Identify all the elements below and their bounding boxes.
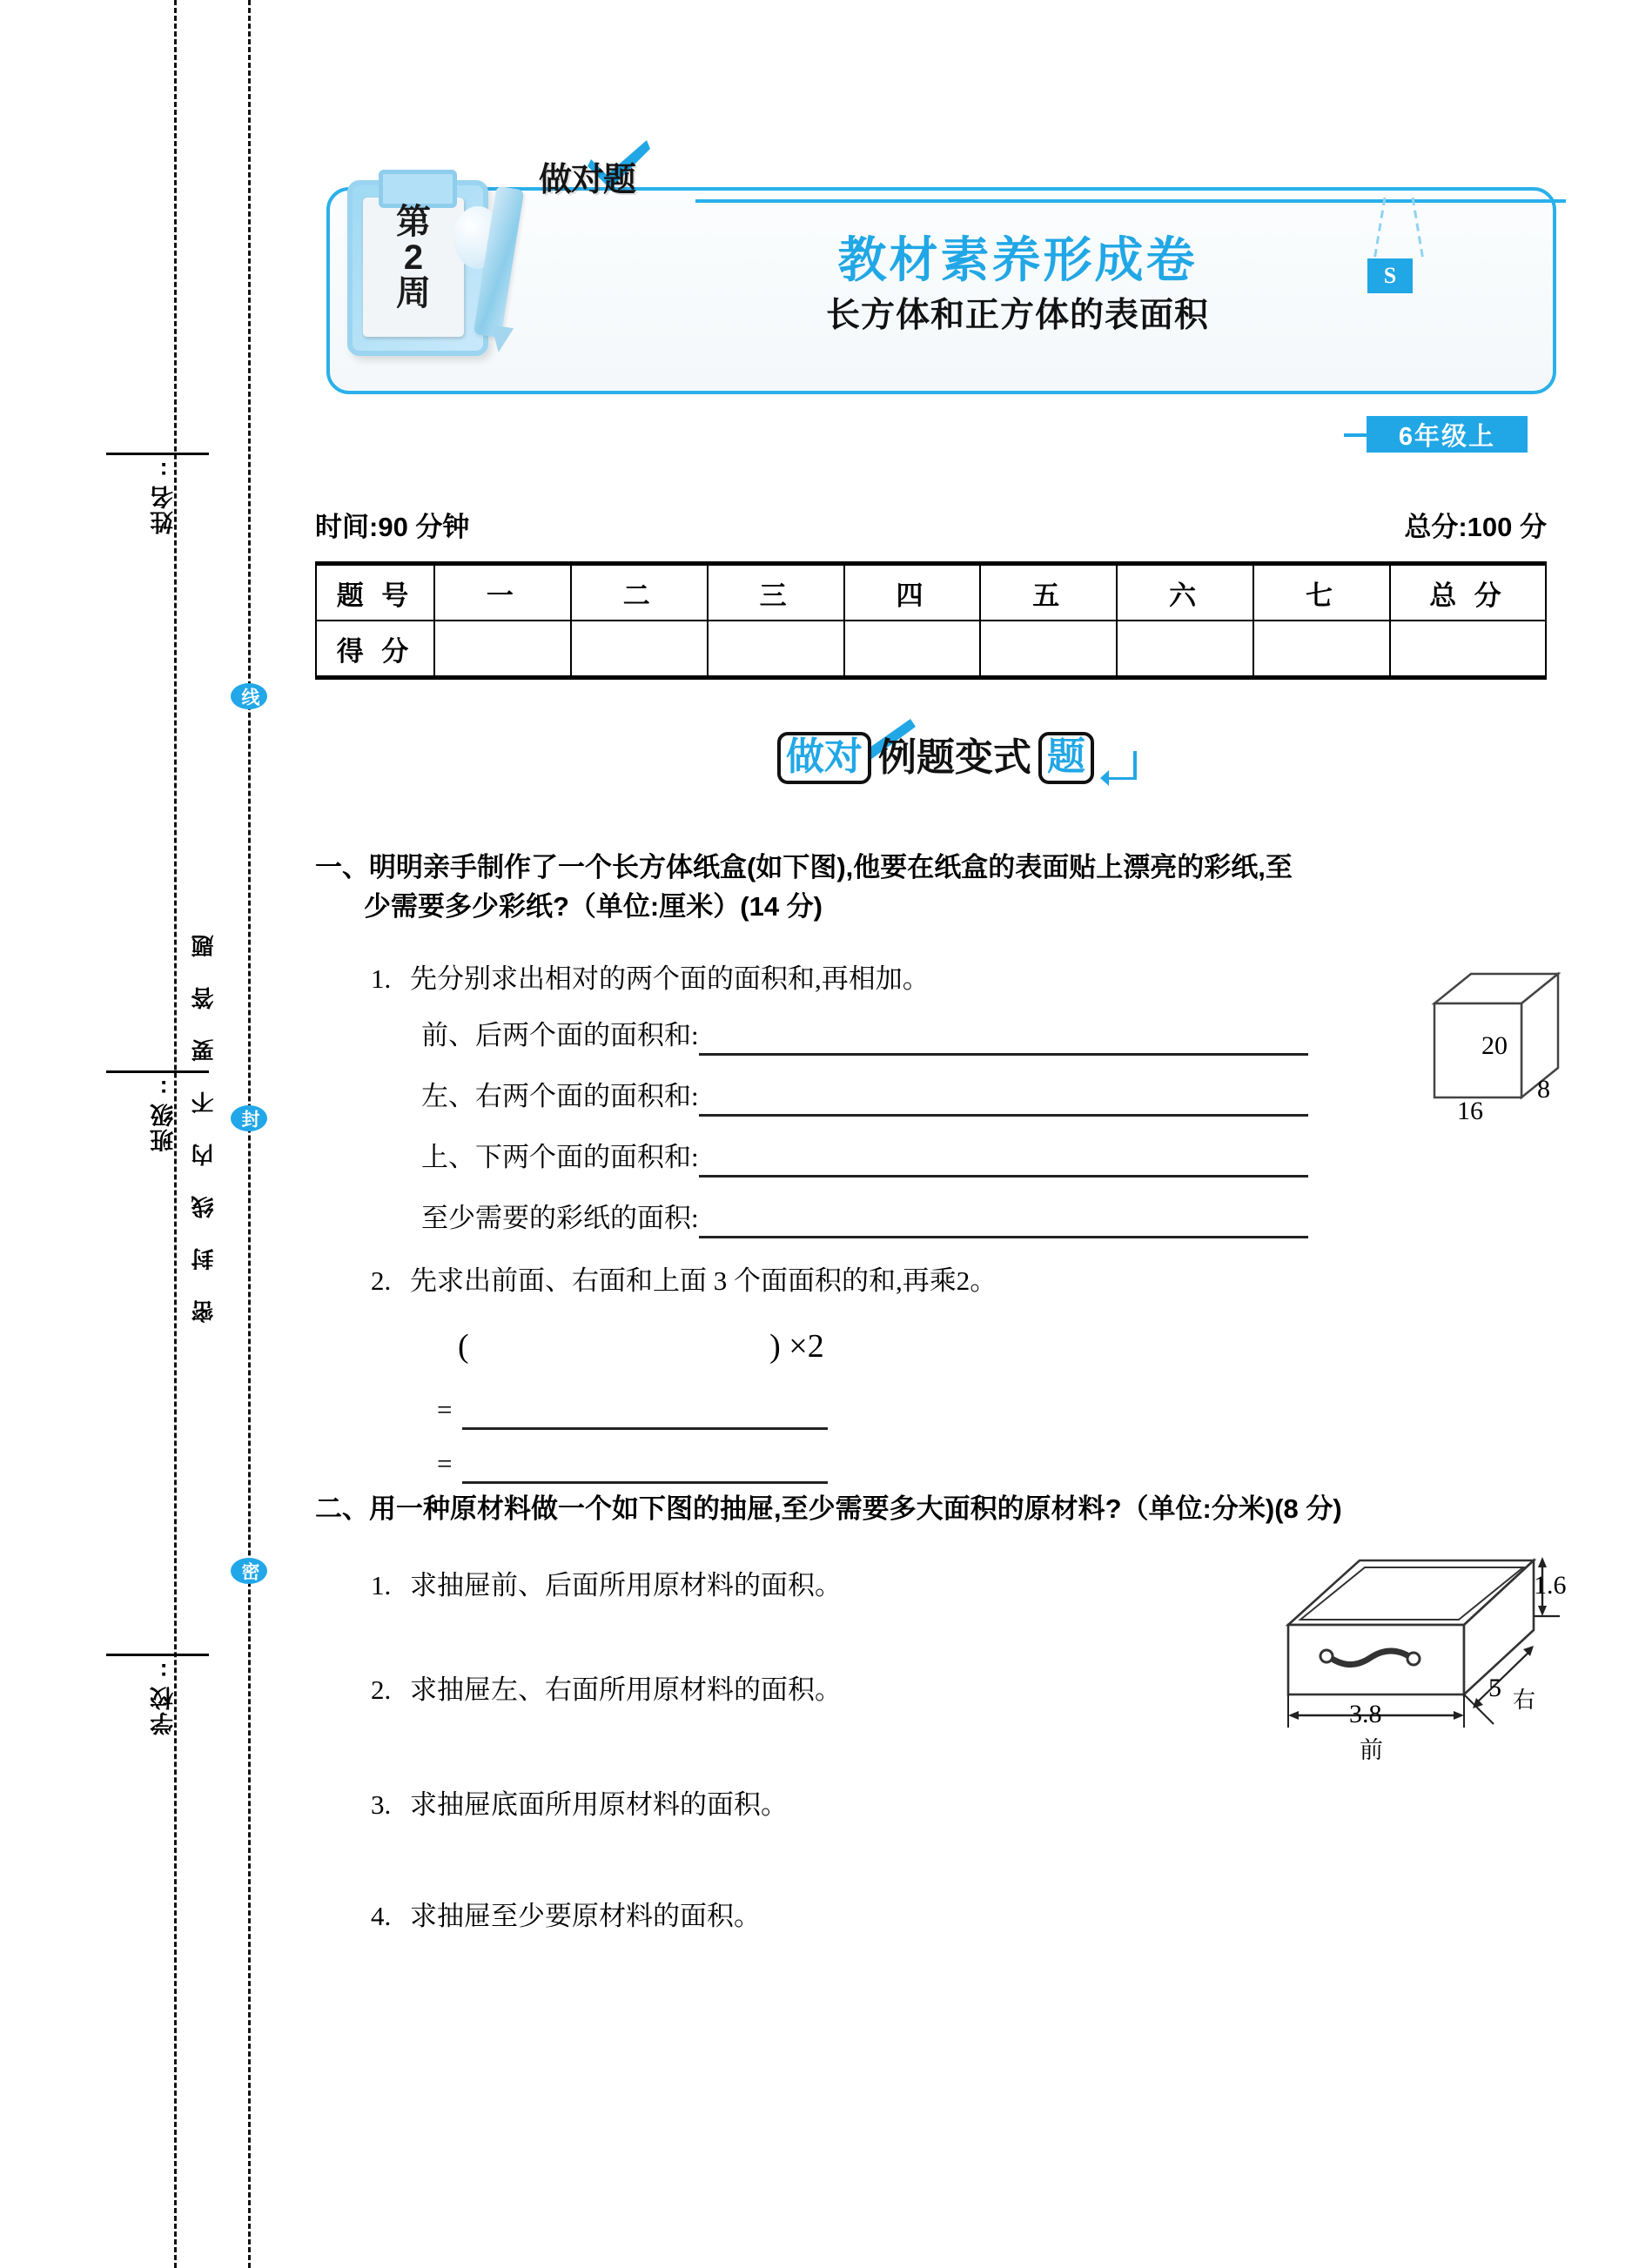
drawer-depth-label: 5	[1488, 1674, 1501, 1702]
answer-blank-row-1	[421, 1017, 1561, 1056]
name-field-underline[interactable]	[106, 453, 209, 456]
question-2-item-4-text: 求抽屉至少要原材料的面积。	[410, 1901, 761, 1931]
score-cell-2[interactable]	[571, 621, 708, 678]
dashed-line-inner	[248, 0, 251, 2268]
section-label-part3: 题	[1038, 732, 1094, 784]
question-1-item-2-label: 2.	[371, 1265, 392, 1296]
score-cell-7[interactable]	[1253, 621, 1390, 678]
question-2-item-3-label: 3.	[371, 1789, 392, 1820]
question-1-item-1-text: 先分别求出相对的两个面的面积和,再相加。	[410, 963, 930, 994]
exam-meta-row	[315, 505, 1547, 540]
page-content	[287, 0, 1632, 2268]
question-2-item-4	[371, 1897, 1154, 1936]
question-2-stem-line1	[315, 1490, 1568, 1529]
score-table-col-3: 三	[708, 564, 844, 621]
table-row-scores	[316, 621, 1546, 678]
question-2-item-1-text: 求抽屉前、后面所用原材料的面积。	[410, 1570, 842, 1600]
question-2-item-2	[371, 1671, 1154, 1710]
answer-blank-row-3	[421, 1138, 1561, 1178]
equals-sign-2: =	[437, 1448, 453, 1479]
equals-blank-line-1[interactable]	[462, 1426, 828, 1430]
week-line-3: 周	[396, 273, 431, 312]
drawer-height-label: 1.6	[1534, 1571, 1567, 1600]
drawer-depth-side-label: 右	[1513, 1688, 1536, 1713]
seal-badge-secret: 密	[231, 1558, 267, 1584]
answer-blank-row-2	[421, 1077, 1561, 1117]
week-number	[365, 205, 462, 311]
score-cell-total[interactable]	[1390, 621, 1546, 678]
answer-blank-label-1: 前、后两个面的面积和:	[421, 1020, 699, 1050]
question-1-item-2-text: 先求出前面、右面和上面 3 个面面积的和,再乘2。	[410, 1265, 997, 1296]
drawer-width-label: 3.8	[1349, 1700, 1382, 1728]
question-2-item-1-label: 1.	[371, 1570, 392, 1600]
logo-badge: S	[1367, 258, 1413, 293]
score-table-header-label: 题 号	[316, 564, 434, 621]
question-1-item-1	[371, 960, 1502, 999]
cuboid-depth-label: 8	[1537, 1075, 1550, 1104]
pen-tip	[487, 325, 514, 354]
week-line-1: 第	[396, 203, 431, 241]
question-1-stem-text1: 明明亲手制作了一个长方体纸盒(如下图),他要在纸盒的表面贴上漂亮的彩纸,至	[369, 852, 1293, 882]
question-2-item-2-label: 2.	[371, 1674, 392, 1705]
cuboid-figure	[1419, 962, 1575, 1127]
exam-total-score: 总分:100 分	[1404, 512, 1547, 542]
equals-row-1	[437, 1391, 959, 1430]
score-table	[315, 561, 1547, 680]
answer-blank-label-2: 左、右两个面的面积和:	[421, 1081, 699, 1111]
cuboid-height-label: 20	[1481, 1031, 1508, 1060]
name-field[interactable]	[106, 453, 209, 534]
logo-hanger-icon	[1340, 198, 1444, 267]
header-banner	[326, 162, 1556, 394]
expression-close-paren: ) ×2	[769, 1328, 824, 1365]
tagline-group	[539, 149, 678, 203]
answer-blank-label-3: 上、下两个面的面积和:	[421, 1142, 699, 1172]
score-cell-4[interactable]	[844, 621, 981, 678]
table-row-question-numbers	[316, 564, 1546, 621]
left-margin-strip	[0, 0, 287, 2268]
section-label-part2: 例题变式	[878, 736, 1031, 779]
score-cell-5[interactable]	[980, 621, 1117, 678]
score-table-col-4: 四	[844, 564, 981, 621]
answer-blank-line-3[interactable]	[699, 1174, 1308, 1178]
tagline-text: 做对题	[539, 162, 636, 198]
drawer-figure	[1279, 1545, 1567, 1806]
seal-line-text: 密封线内不要答题	[191, 905, 217, 1323]
school-field-underline[interactable]	[106, 1654, 209, 1657]
score-cell-3[interactable]	[708, 621, 844, 678]
question-1-stem-line2: 少需要多少彩纸?（单位:厘米）(14 分)	[364, 890, 823, 922]
question-2-item-3	[371, 1786, 1154, 1825]
answer-blank-line-1[interactable]	[699, 1052, 1308, 1056]
score-table-col-total: 总 分	[1390, 564, 1546, 621]
question-2-item-4-label: 4.	[371, 1901, 392, 1931]
question-1-stem-line1	[315, 849, 1551, 888]
seal-badge-line: 线	[231, 683, 267, 709]
score-table-col-5: 五	[980, 564, 1117, 621]
question-2-stem-text1: 用一种原材料做一个如下图的抽屉,至少需要多大面积的原材料?（单位:分米)(8 分)	[369, 1493, 1342, 1524]
question-2-item-1	[371, 1567, 1154, 1606]
cuboid-width-label: 16	[1457, 1097, 1483, 1125]
question-2-item-2-text: 求抽屉左、右面所用原材料的面积。	[410, 1674, 842, 1705]
school-field-label: 学校:	[151, 1657, 178, 1735]
answer-blank-line-4[interactable]	[699, 1235, 1308, 1238]
score-table-col-7: 七	[1253, 564, 1390, 621]
page-title: 教材素养形成卷	[837, 232, 1198, 287]
section-banner	[740, 724, 1132, 792]
answer-blank-line-2[interactable]	[699, 1113, 1308, 1117]
question-2-number: 二、	[315, 1493, 369, 1524]
question-2-stem	[315, 1490, 1568, 1529]
drawer-front-label: 前	[1360, 1737, 1383, 1763]
name-field-label: 姓名:	[151, 456, 178, 534]
pen-icon	[460, 178, 541, 361]
question-1-stem	[315, 849, 1551, 927]
question-2-item-3-text: 求抽屉底面所用原材料的面积。	[410, 1789, 788, 1820]
equals-row-2	[437, 1445, 959, 1484]
question-1-item-2	[371, 1262, 1502, 1301]
score-table-col-6: 六	[1117, 564, 1253, 621]
answer-blank-label-4: 至少需要的彩纸的面积:	[421, 1203, 699, 1233]
score-cell-1[interactable]	[434, 621, 571, 678]
class-field-label: 班级:	[151, 1074, 178, 1152]
seal-badge-seal: 封	[231, 1105, 267, 1131]
question-1-expression-row	[458, 1323, 980, 1371]
school-field[interactable]	[106, 1654, 209, 1735]
equals-sign-1: =	[437, 1394, 453, 1425]
equals-blank-line-2[interactable]	[462, 1480, 828, 1484]
question-1-number: 一、	[315, 852, 369, 882]
question-1-item-1-label: 1.	[371, 963, 392, 994]
week-line-2: 2	[403, 238, 424, 277]
score-table-col-2: 二	[571, 564, 708, 621]
exam-time: 时间:90 分钟	[315, 512, 470, 542]
grade-badge: 6年级上	[1367, 416, 1528, 453]
score-table-score-label: 得 分	[316, 621, 434, 678]
score-table-col-1: 一	[434, 564, 571, 621]
page-subtitle: 长方体和正方体的表面积	[825, 297, 1209, 334]
section-label-part1: 做对	[777, 732, 871, 784]
score-cell-6[interactable]	[1117, 621, 1253, 678]
section-arrow-icon	[1100, 751, 1137, 790]
answer-blank-row-4	[421, 1199, 1561, 1238]
expression-open-paren: (	[458, 1328, 469, 1365]
